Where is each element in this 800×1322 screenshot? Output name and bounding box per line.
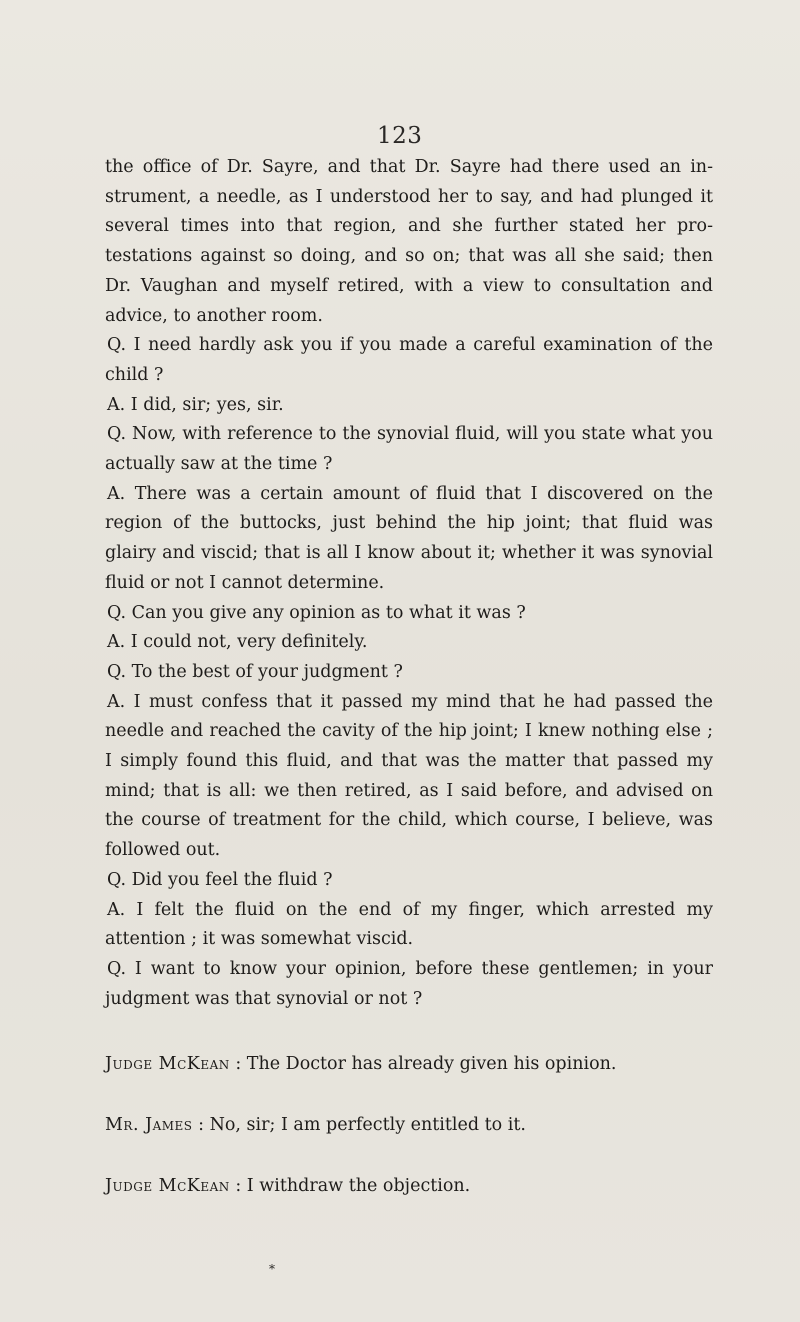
- answer-paragraph: A. I felt the fluid on the end of my finger, which arrested my attention ; it was somewhat viscid.: [105, 899, 713, 950]
- question-paragraph: Q. Did you feel the fluid ?: [107, 869, 333, 890]
- speaker-name: Judge McKean: [105, 1054, 230, 1075]
- question-paragraph: Q. I need hardly ask you if you made a careful examination of the child ?: [105, 335, 713, 385]
- answer-paragraph: A. There was a certain amount of fluid that I discovered on the region of the buttocks, just behind the hip joint; that fluid was glairy and viscid; that is all I know about it; whether it was synovial fluid or not I cannot determine.: [105, 483, 713, 593]
- question-paragraph: Q. Can you give any opinion as to what it was ?: [107, 602, 526, 623]
- answer-paragraph: A. I must confess that it passed my mind that he had passed the needle and reached the cavity of the hip joint; I knew nothing else ; I simply found this fluid, and that was the matter that passed my mind; that is all: we then retired, as I said before, and advised on the course of treatment for the child, which course, I believe, was followed out.: [105, 691, 713, 861]
- speaker-name: Mr. James: [105, 1115, 193, 1136]
- colloquy-judge-mckean-2: [105, 1172, 713, 1202]
- page-number: 123: [377, 123, 423, 149]
- speaker-separator: :: [229, 1054, 247, 1075]
- colloquy-judge-mckean-1: [105, 1050, 713, 1080]
- answer-paragraph: A. I could not, very definitely.: [107, 632, 368, 653]
- testimony-text: [105, 153, 713, 1202]
- speaker-statement: No, sir; I am perfectly entitled to it.: [209, 1115, 526, 1136]
- speaker-separator: :: [229, 1175, 247, 1196]
- colloquy-mr-james: [105, 1111, 713, 1141]
- opening-paragraph: the office of Dr. Sayre, and that Dr. Sayre had there used an instrument, a needle, as I understood her to say, and had plunged it several times into that region, and she further stated her protestations against so doing, and so on; that was all she said; then Dr. Vaughan and myself retired, with a view to consultation and advice, to another room.: [105, 157, 713, 326]
- printer-mark: *: [269, 1262, 275, 1276]
- question-paragraph: Q. I want to know your opinion, before these gentlemen; in your judgment was that synovial or not ?: [105, 958, 713, 1009]
- answer-paragraph: A. I did, sir; yes, sir.: [107, 394, 284, 415]
- speaker-name: Judge McKean: [105, 1175, 230, 1196]
- speaker-separator: :: [192, 1115, 210, 1136]
- question-paragraph: Q. Now, with reference to the synovial fluid, will you state what you actually saw at the time ?: [105, 424, 713, 475]
- speaker-statement: The Doctor has already given his opinion.: [246, 1054, 617, 1075]
- speaker-statement: I withdraw the objection.: [246, 1175, 471, 1196]
- question-paragraph: Q. To the best of your judgment ?: [107, 661, 403, 682]
